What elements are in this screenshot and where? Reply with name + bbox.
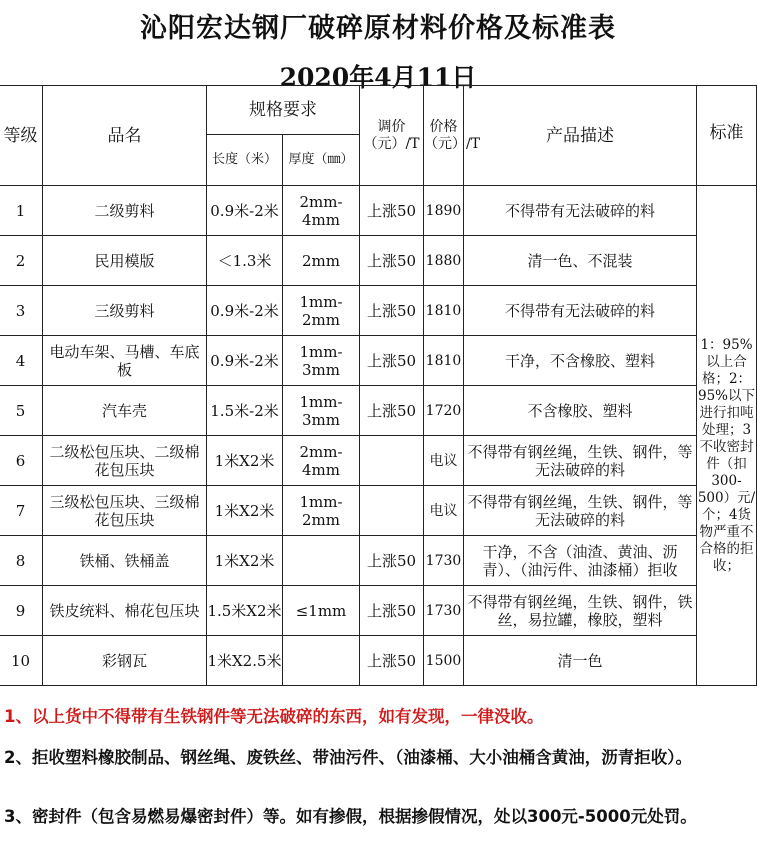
- header-length: 长度（米）: [207, 135, 283, 186]
- cell-name: 铁皮统料、棉花包压块: [43, 586, 207, 636]
- cell-length: 1.5米X2米: [207, 586, 283, 636]
- note-3: 3、密封件（包含易燃易爆密封件）等。如有掺假，根据掺假情况，处以300元-5000元处罚。: [4, 807, 697, 826]
- table-row: [0, 586, 757, 636]
- page-title: 沁阳宏达钢厂破碎原材料价格及标准表: [140, 13, 616, 44]
- cell-grade: 9: [0, 586, 43, 636]
- cell-length: 1米X2米: [207, 486, 283, 536]
- cell-length: 1.5米-2米: [207, 386, 283, 436]
- cell-adjust: 上涨50: [360, 586, 424, 636]
- cell-adjust: 上涨50: [360, 336, 424, 386]
- header-spec: 规格要求: [207, 86, 360, 135]
- header-name: 品名: [43, 86, 207, 186]
- cell-adjust: 上涨50: [360, 386, 424, 436]
- cell-standard: 1：95%以上合格；2：95%以下进行扣吨处理；3不收密封件（扣300-500）元/个；4货物严重不合格的拒收；: [697, 186, 757, 686]
- table-row: [0, 286, 757, 336]
- cell-grade: 1: [0, 186, 43, 236]
- header-grade: 等级: [0, 86, 43, 186]
- table-row: [0, 386, 757, 436]
- cell-length: 1米X2米: [207, 436, 283, 486]
- cell-thickness: ≤1mm: [283, 586, 360, 636]
- header-price: 价格（元）/T: [424, 86, 464, 186]
- cell-desc: 不得带有钢丝绳，生铁、钢件，铁丝，易拉罐，橡胶，塑料: [464, 586, 697, 636]
- cell-price: 1500: [424, 636, 464, 686]
- cell-adjust: [360, 436, 424, 486]
- header-adjust: 调价（元）/T: [360, 86, 424, 186]
- cell-price: 1810: [424, 336, 464, 386]
- cell-adjust: 上涨50: [360, 286, 424, 336]
- table-row: [0, 636, 757, 686]
- cell-thickness: 1mm-2mm: [283, 286, 360, 336]
- cell-desc: 不得带有无法破碎的料: [464, 286, 697, 336]
- cell-length: 0.9米-2米: [207, 186, 283, 236]
- cell-price: 电议: [424, 486, 464, 536]
- cell-desc: 不得带有钢丝绳，生铁、钢件，等无法破碎的料: [464, 486, 697, 536]
- cell-price: 1730: [424, 586, 464, 636]
- cell-desc: 干净，不含（油渣、黄油、沥青）、（油污件、油漆桶）拒收: [464, 536, 697, 586]
- cell-price: 1720: [424, 386, 464, 436]
- cell-length: ＜1.3米: [207, 236, 283, 286]
- cell-desc: 清一色: [464, 636, 697, 686]
- cell-thickness: 2mm-4mm: [283, 186, 360, 236]
- price-table: [0, 85, 757, 686]
- cell-adjust: [360, 486, 424, 536]
- cell-adjust: 上涨50: [360, 636, 424, 686]
- cell-price: 1730: [424, 536, 464, 586]
- cell-desc: 干净，不含橡胶、塑料: [464, 336, 697, 386]
- header-thickness: 厚度（㎜）: [283, 135, 360, 186]
- cell-thickness: [283, 636, 360, 686]
- cell-adjust: 上涨50: [360, 186, 424, 236]
- header-desc: 产品描述: [464, 86, 697, 186]
- cell-grade: 8: [0, 536, 43, 586]
- cell-grade: 6: [0, 436, 43, 486]
- cell-name: 二级剪料: [43, 186, 207, 236]
- cell-length: 1米X2.5米: [207, 636, 283, 686]
- cell-grade: 3: [0, 286, 43, 336]
- header-standard: 标准: [697, 86, 757, 186]
- cell-name: 三级松包压块、三级棉花包压块: [43, 486, 207, 536]
- cell-thickness: 1mm-2mm: [283, 486, 360, 536]
- cell-adjust: 上涨50: [360, 236, 424, 286]
- date-line: 2020年4月11日: [279, 63, 477, 92]
- table-row: [0, 436, 757, 486]
- cell-thickness: 2mm: [283, 236, 360, 286]
- cell-name: 汽车壳: [43, 386, 207, 436]
- cell-price: 1880: [424, 236, 464, 286]
- cell-name: 电动车架、马槽、车底板: [43, 336, 207, 386]
- cell-thickness: 1mm-3mm: [283, 386, 360, 436]
- cell-desc: 不含橡胶、塑料: [464, 386, 697, 436]
- cell-name: 彩钢瓦: [43, 636, 207, 686]
- note-1: 1、以上货中不得带有生铁钢件等无法破碎的东西，如有发现，一律没收。: [4, 707, 544, 726]
- cell-length: 0.9米-2米: [207, 336, 283, 386]
- cell-grade: 2: [0, 236, 43, 286]
- cell-name: 民用模版: [43, 236, 207, 286]
- cell-thickness: [283, 536, 360, 586]
- cell-desc: 清一色、不混装: [464, 236, 697, 286]
- table-row: [0, 336, 757, 386]
- cell-desc: 不得带有无法破碎的料: [464, 186, 697, 236]
- table-row: [0, 486, 757, 536]
- cell-price: 1890: [424, 186, 464, 236]
- note-2: 2、拒收塑料橡胶制品、钢丝绳、废铁丝、带油污件、（油漆桶、大小油桶含黄油，沥青拒收）。: [4, 748, 692, 767]
- cell-name: 铁桶、铁桶盖: [43, 536, 207, 586]
- cell-price: 电议: [424, 436, 464, 486]
- cell-thickness: 2mm-4mm: [283, 436, 360, 486]
- cell-grade: 7: [0, 486, 43, 536]
- cell-name: 三级剪料: [43, 286, 207, 336]
- cell-adjust: 上涨50: [360, 536, 424, 586]
- cell-desc: 不得带有钢丝绳，生铁、钢件，等无法破碎的料: [464, 436, 697, 486]
- table-row: [0, 186, 757, 236]
- cell-grade: 5: [0, 386, 43, 436]
- table-row: [0, 536, 757, 586]
- table-row: [0, 236, 757, 286]
- cell-thickness: 1mm-3mm: [283, 336, 360, 386]
- cell-length: 1米X2米: [207, 536, 283, 586]
- cell-grade: 10: [0, 636, 43, 686]
- cell-length: 0.9米-2米: [207, 286, 283, 336]
- cell-price: 1810: [424, 286, 464, 336]
- cell-name: 二级松包压块、二级棉花包压块: [43, 436, 207, 486]
- cell-grade: 4: [0, 336, 43, 386]
